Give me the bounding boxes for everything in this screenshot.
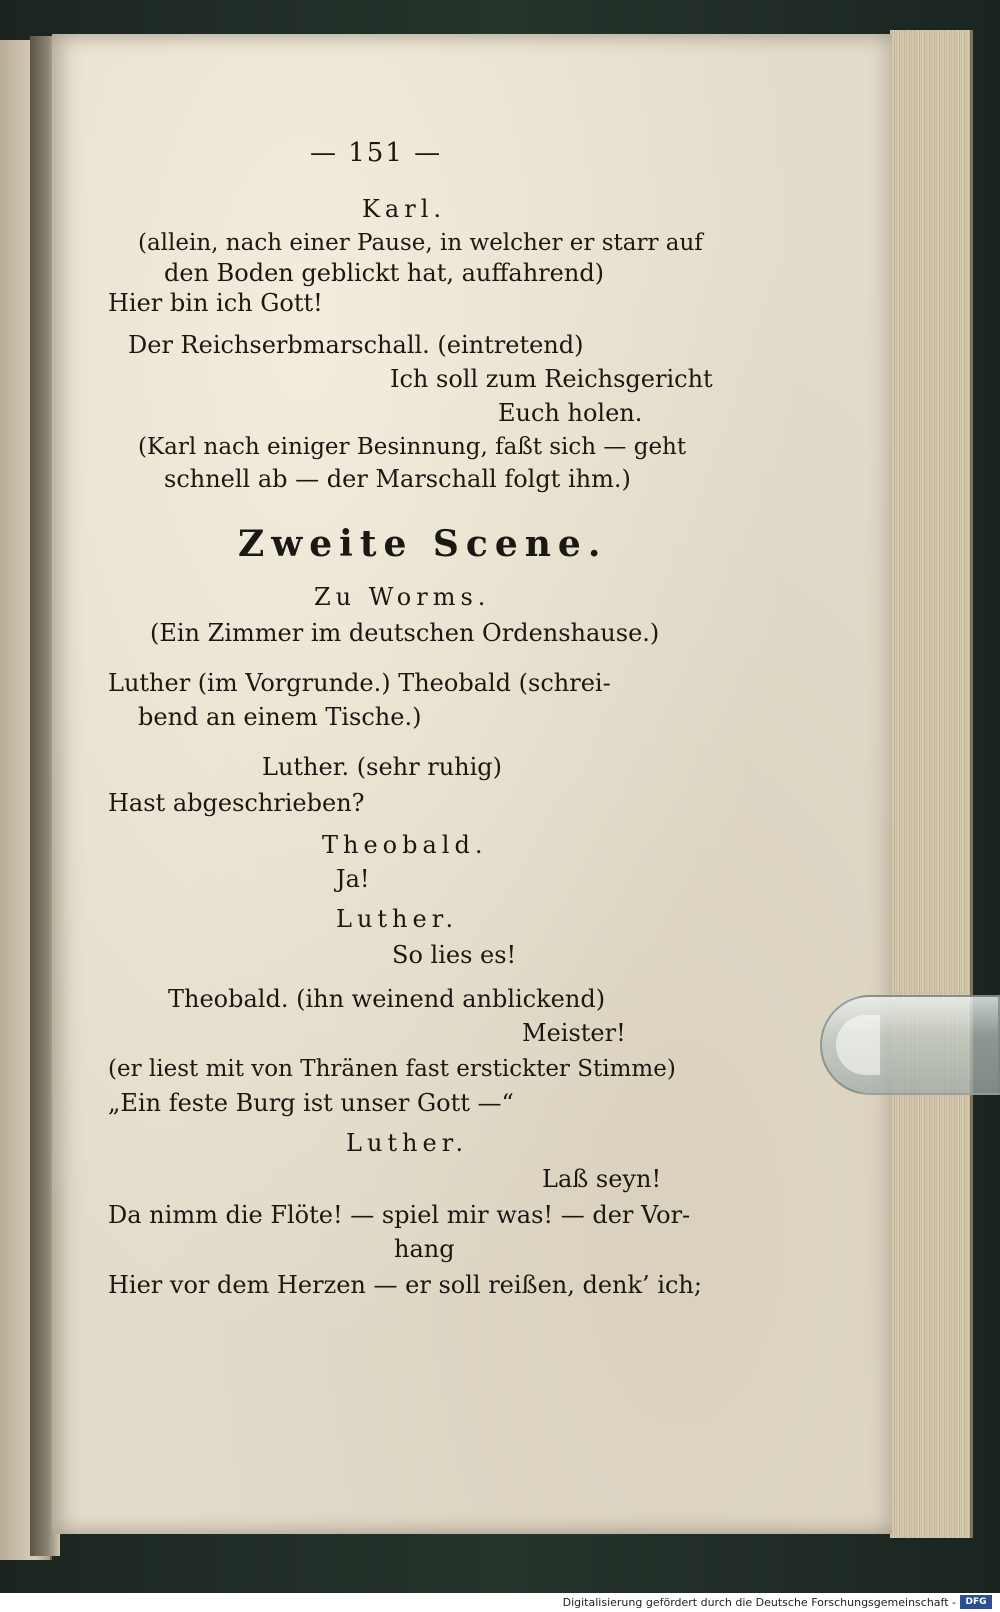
scene-heading: Zweite Scene. <box>238 523 608 565</box>
verse-line: Hast abgeschrieben? <box>108 789 365 817</box>
verse-line: Ja! <box>336 865 370 893</box>
speaker-karl: Karl. <box>362 195 447 223</box>
speaker-luther: Luther. <box>346 1129 469 1157</box>
speaker-reichserbmarschall: Der Reichserbmarschall. (eintretend) <box>128 331 584 359</box>
verse-line: hang <box>394 1235 455 1263</box>
stage-direction-line: (Karl nach einiger Besinnung, faßt sich — geht <box>138 434 687 460</box>
character-line: bend an einem Tische.) <box>138 703 422 731</box>
speaker-luther: Luther. (sehr ruhig) <box>262 753 503 781</box>
speaker-theobald: Theobald. <box>322 831 488 859</box>
speaker-theobald: Theobald. (ihn weinend anblickend) <box>168 985 606 1013</box>
verse-line: Meister! <box>522 1019 626 1047</box>
verse-line: Euch holen. <box>498 399 643 427</box>
page-clip-holder <box>820 995 1000 1095</box>
book-page <box>52 34 892 1534</box>
verse-line: Hier vor dem Herzen — er soll reißen, denk’ ich; <box>108 1271 702 1299</box>
stage-direction-line: schnell ab — der Marschall folgt ihm.) <box>164 465 631 493</box>
page-number: — 151 — <box>310 138 443 168</box>
scene-location: Zu Worms. <box>314 583 491 611</box>
character-line: Luther (im Vorgrunde.) Theobald (schrei- <box>108 669 611 697</box>
dfg-logo: DFG <box>960 1595 992 1609</box>
verse-line: Da nimm die Flöte! — spiel mir was! — der Vor- <box>108 1201 691 1229</box>
stage-direction-line: den Boden geblickt hat, auffahrend) <box>164 259 605 287</box>
stage-direction-line: (er liest mit von Thränen fast erstickter Stimme) <box>108 1056 676 1082</box>
verse-line: „Ein feste Burg ist unser Gott —“ <box>108 1089 514 1117</box>
digitization-credit: Digitalisierung gefördert durch die Deutsche Forschungsgemeinschaft - <box>562 1596 956 1609</box>
verse-line: Hier bin ich Gott! <box>108 289 323 317</box>
speaker-luther: Luther. <box>336 905 459 933</box>
verse-line: Laß seyn! <box>542 1165 662 1193</box>
verse-line: So lies es! <box>392 941 517 969</box>
page-edges <box>890 30 973 1538</box>
scene-description: (Ein Zimmer im deutschen Ordenshause.) <box>150 619 660 647</box>
stage-direction-line: (allein, nach einer Pause, in welcher er starr auf <box>138 230 703 256</box>
verse-line: Ich soll zum Reichsgericht <box>390 365 713 393</box>
